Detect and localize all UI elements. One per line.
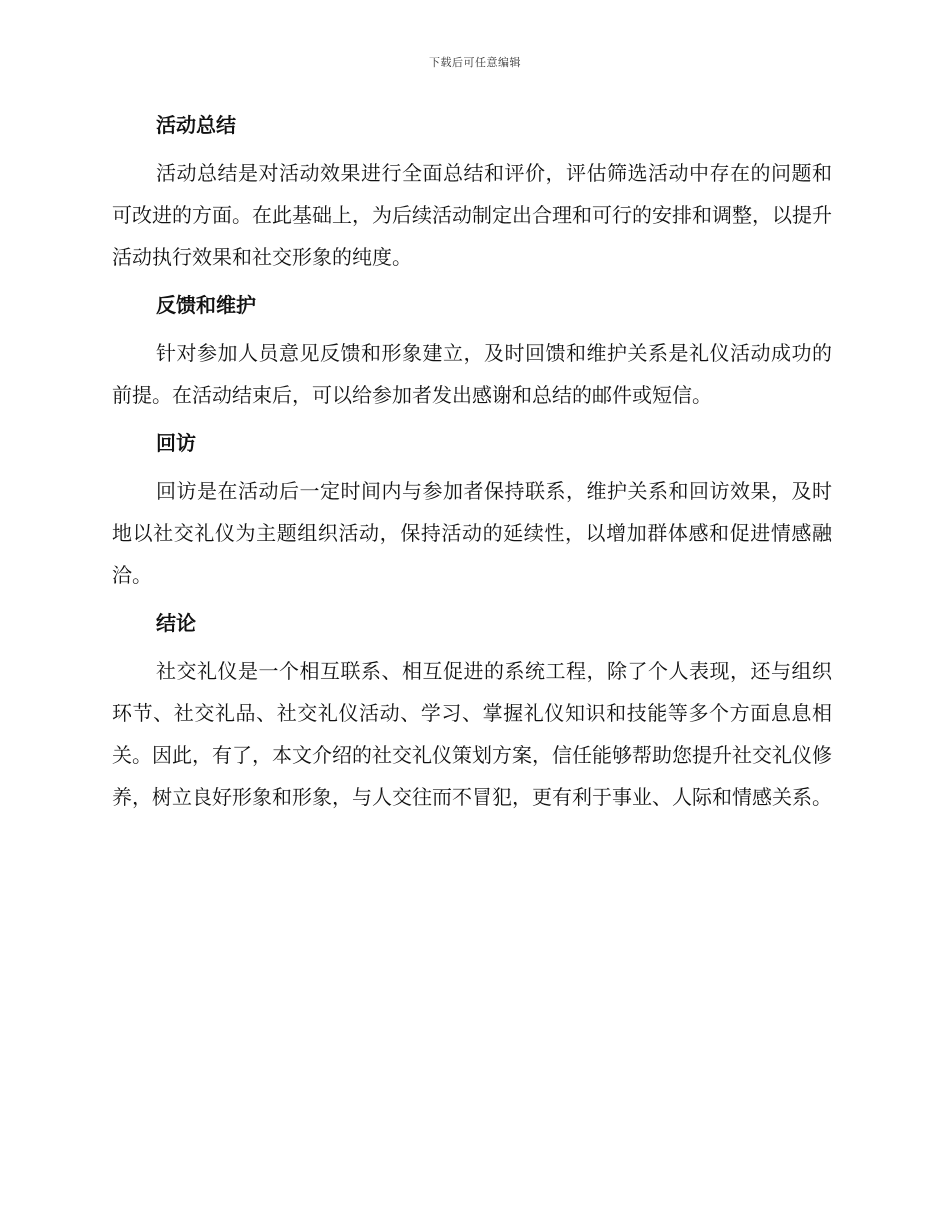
page-header: 下载后可任意编辑	[429, 56, 521, 69]
section-heading: 反馈和维护	[156, 293, 256, 317]
section-paragraph: 社交礼仪是一个相互联系、相互促进的系统工程，除了个人表现，还与组织环节、社交礼品、社交礼仪活动、学习、掌握礼仪知识和技能等多个方面息息相关。因此，有了，本文介绍的社交礼仪策划方案，信任能够帮助您提升社交礼仪修养，树立良好形象和形象，与人交往而不冒犯，更有利于事业、人际和情感关系。	[112, 659, 832, 809]
section-activity-summary	[112, 110, 832, 278]
section-paragraph: 回访是在活动后一定时间内与参加者保持联系，维护关系和回访效果，及时地以社交礼仪为主题组织活动，保持活动的延续性，以增加群体感和促进情感融洽。	[112, 479, 832, 587]
section-heading: 结论	[156, 611, 196, 635]
section-follow-up-visit	[112, 428, 832, 596]
section-conclusion	[112, 608, 832, 818]
section-feedback-maintenance	[112, 290, 832, 416]
section-paragraph: 针对参加人员意见反馈和形象建立，及时回馈和维护关系是礼仪活动成功的前提。在活动结束后，可以给参加者发出感谢和总结的邮件或短信。	[112, 341, 832, 407]
section-paragraph: 活动总结是对活动效果进行全面总结和评价，评估筛选活动中存在的问题和可改进的方面。在此基础上，为后续活动制定出合理和可行的安排和调整，以提升活动执行效果和社交形象的纯度。	[112, 161, 832, 269]
section-heading: 活动总结	[156, 113, 236, 137]
document-body	[112, 110, 832, 830]
section-heading: 回访	[156, 431, 196, 455]
